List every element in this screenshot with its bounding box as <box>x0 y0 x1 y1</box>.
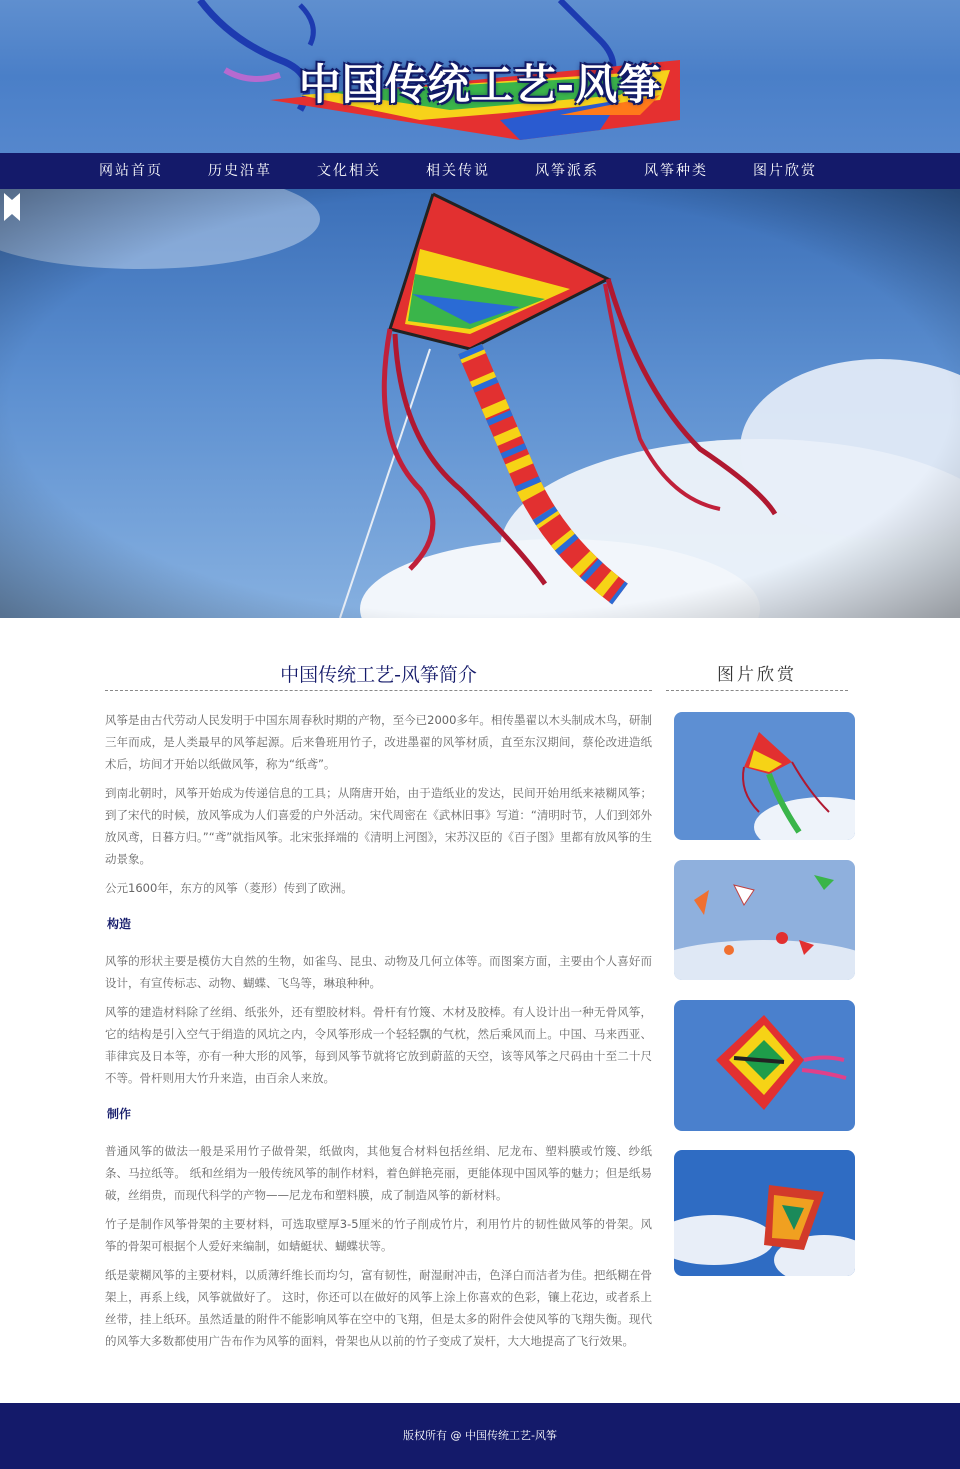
nav-item-home[interactable]: 网站首页 <box>99 163 163 179</box>
nav-item-history[interactable]: 历史沿革 <box>208 163 272 179</box>
banner-kite-image <box>0 189 960 618</box>
structure-heading: 构造 <box>107 917 132 931</box>
gallery-sidebar <box>666 660 848 691</box>
section-title: 中国传统工艺-风筝简介 <box>105 660 652 691</box>
gallery-thumbnail[interactable] <box>674 860 855 980</box>
nav-item-legends[interactable]: 相关传说 <box>426 163 490 179</box>
main-nav <box>0 153 960 189</box>
making-heading: 制作 <box>107 1107 132 1121</box>
structure-paragraph: 风筝的建造材料除了丝绢、纸张外，还有塑胶材料。骨杆有竹篾、木材及胶棒。有人设计出一种无骨风筝，它的结构是引入空气于绢造的风坑之内，令风筝形成一个轻轻飘的气枕，然后乘风而上。中国、马来西亚、菲律宾及日本等，亦有一种大形的风筝，每到风筝节就将它放到蔚蓝的天空，该等风筝之尺码由十至二十尺不等。骨杆则用大竹升来造，由百余人来放。 <box>105 1005 652 1085</box>
gallery-thumbnail[interactable] <box>674 1000 855 1131</box>
nav-item-culture[interactable]: 文化相关 <box>317 163 381 179</box>
site-header <box>0 0 960 153</box>
gallery-thumbnail[interactable] <box>674 1150 855 1276</box>
nav-item-gallery[interactable]: 图片欣赏 <box>753 163 817 179</box>
chevron-right-icon[interactable] <box>0 189 24 225</box>
copyright-text: 版权所有 @ 中国传统工艺-风筝 <box>403 1429 557 1442</box>
site-footer <box>0 1403 960 1469</box>
intro-paragraph: 风筝是由古代劳动人民发明于中国东周春秋时期的产物，至今已2000多年。相传墨翟以木头制成木鸟，研制三年而成，是人类最早的风筝起源。后来鲁班用竹子，改进墨翟的风筝材质，直至东汉期间，蔡伦改进造纸术后，坊间才开始以纸做风筝，称为“纸鸢”。 <box>105 713 652 771</box>
intro-section <box>105 660 652 1359</box>
structure-paragraph: 风筝的形状主要是模仿大自然的生物，如雀鸟、昆虫、动物及几何立体等。而图案方面，主要由个人喜好而设计，有宣传标志、动物、蝴蝶、飞鸟等，琳琅种种。 <box>105 954 652 990</box>
sidebar-title: 图片欣赏 <box>666 660 848 691</box>
nav-item-schools[interactable]: 风筝派系 <box>535 163 599 179</box>
gallery-thumbnail[interactable] <box>674 712 855 840</box>
site-title: 中国传统工艺-风筝 <box>298 60 662 109</box>
nav-item-types[interactable]: 风筝种类 <box>644 163 708 179</box>
hero-banner <box>0 189 960 618</box>
making-paragraph: 竹子是制作风筝骨架的主要材料，可选取壁厚3-5厘米的竹子削成竹片，利用竹片的韧性做风筝的骨架。风筝的骨架可根据个人爱好来编制，如蜻蜓状、蝴蝶状等。 <box>105 1217 652 1253</box>
making-paragraph: 普通风筝的做法一般是采用竹子做骨架，纸做肉，其他复合材料包括丝绢、尼龙布、塑料膜或竹篾、纱纸条、马拉纸等。 纸和丝绢为一般传统风筝的制作材料，着色鲜艳亮丽，更能体现中国风筝的魅力；但是纸易破，丝绢贵，而现代科学的产物——尼龙布和塑料膜，成了制造风筝的新材料。 <box>105 1144 652 1202</box>
making-paragraph: 纸是蒙糊风筝的主要材料，以质薄纤维长而均匀，富有韧性，耐湿耐冲击，色泽白而洁者为佳。把纸糊在骨架上，再系上线，风筝就做好了。 这时，你还可以在做好的风筝上涂上你喜欢的色彩，镶上花边，或者系上丝带，挂上纸环。虽然适量的附件不能影响风筝在空中的飞翔，但是太多的附件会使风筝的飞翔失衡。现代的风筝大多数都使用广告布作为风筝的面料，骨架也从以前的竹子变成了炭杆，大大地提高了飞行效果。 <box>105 1268 652 1348</box>
intro-paragraph: 到南北朝时，风筝开始成为传递信息的工具；从隋唐开始，由于造纸业的发达，民间开始用纸来裱糊风筝；到了宋代的时候，放风筝成为人们喜爱的户外活动。宋代周密在《武林旧事》写道：“清明时节，人们到郊外放风鸢，日暮方归。”“鸢”就指风筝。北宋张择端的《清明上河图》，宋苏汉臣的《百子图》里都有放风筝的生动景象。 <box>105 786 652 866</box>
intro-paragraph: 公元1600年，东方的风筝（菱形）传到了欧洲。 <box>105 881 353 895</box>
